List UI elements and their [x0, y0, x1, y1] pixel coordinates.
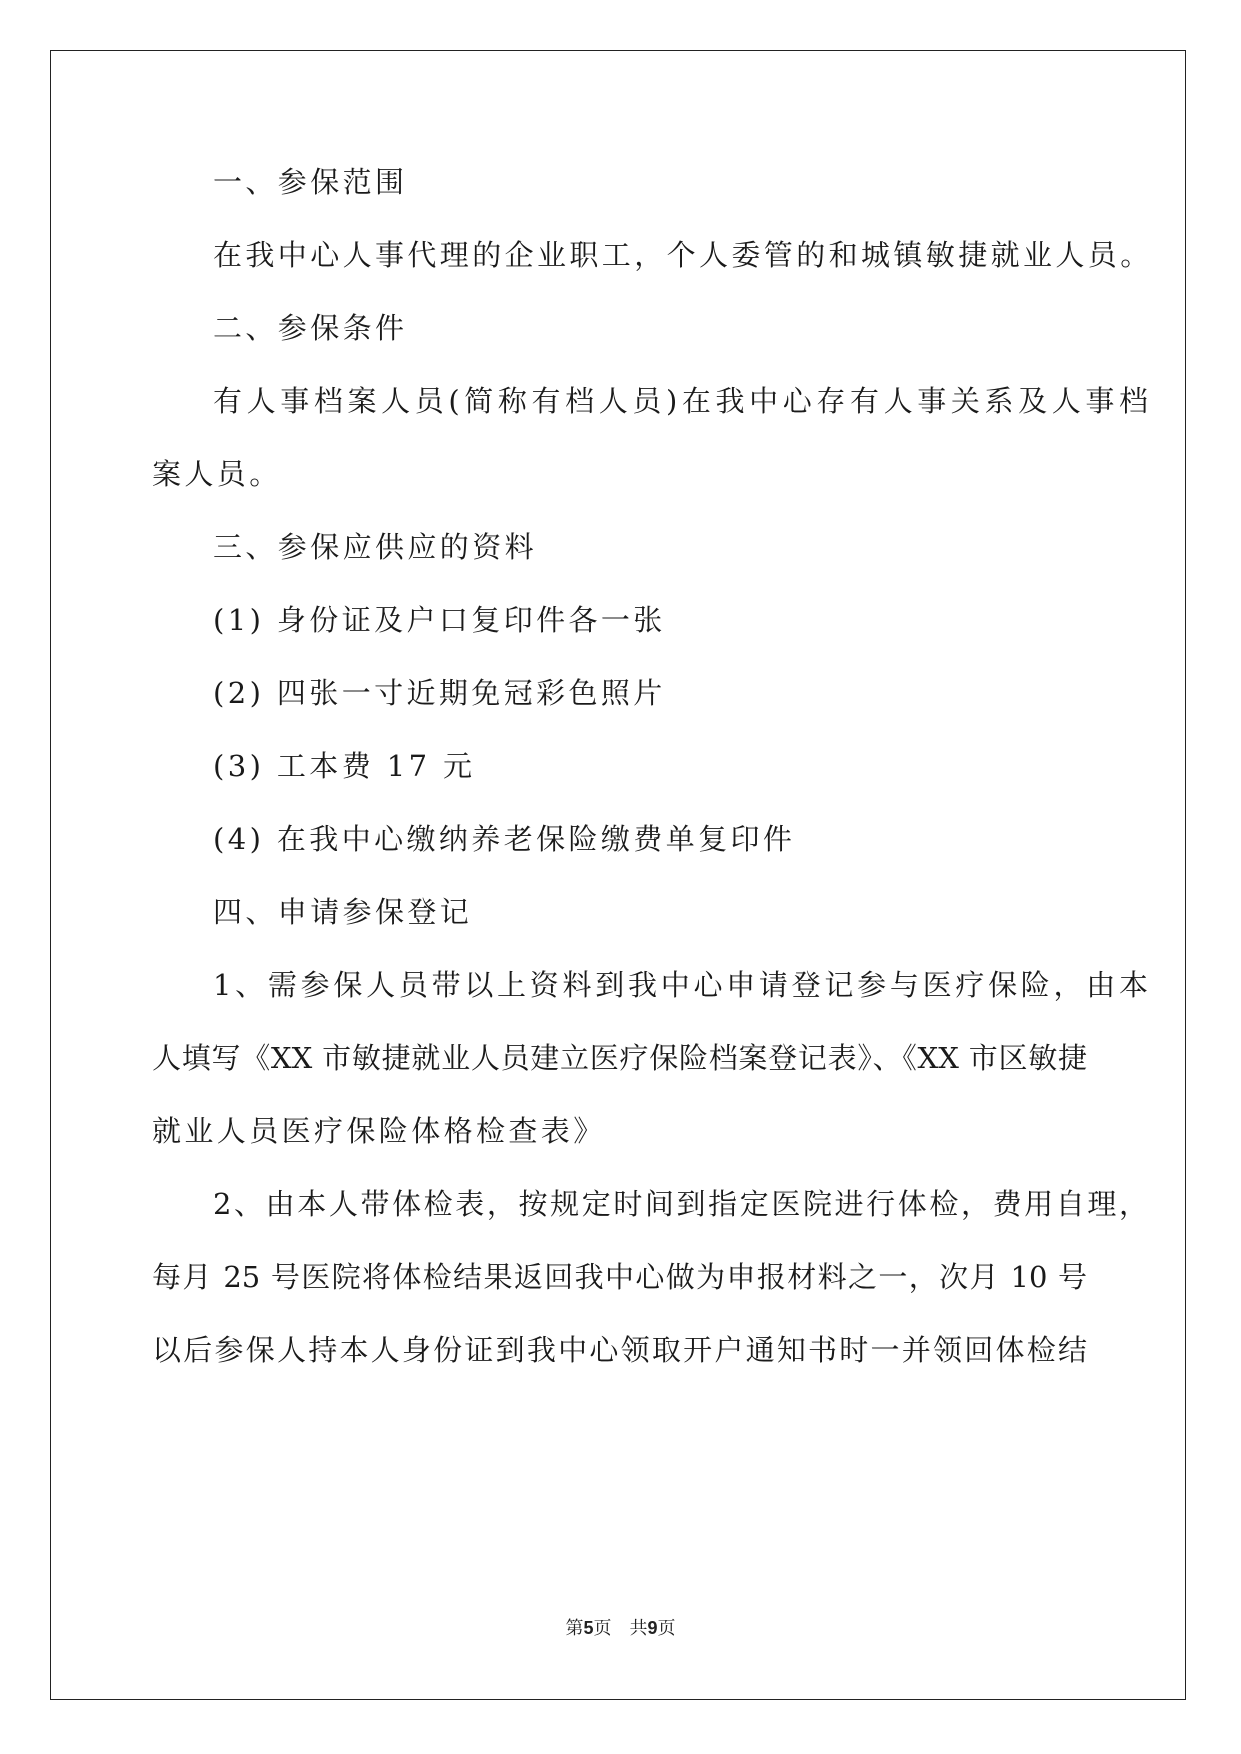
paragraph-registration-2-line3: 以后参保人持本人身份证到我中心领取开户通知书时一并领回体检结: [152, 1333, 1087, 1367]
list-item-material-3: (3) 工本费 17 元: [213, 749, 476, 783]
list-item-material-1: (1) 身份证及户口复印件各一张: [213, 603, 666, 637]
paragraph-registration-1-line1: 1、需参保人员带以上资料到我中心申请登记参与医疗保险，由本: [213, 968, 1148, 1002]
paragraph-registration-2-line2: 每月 25 号医院将体检结果返回我中心做为申报材料之一，次月 10 号: [152, 1260, 1087, 1294]
heading-conditions: 二、参保条件: [213, 311, 408, 345]
list-item-material-2: (2) 四张一寸近期免冠彩色照片: [213, 676, 666, 710]
heading-scope: 一、参保范围: [213, 165, 408, 199]
list-item-material-4: (4) 在我中心缴纳养老保险缴费单复印件: [213, 822, 796, 856]
paragraph-registration-2-line1: 2、由本人带体检表，按规定时间到指定医院进行体检，费用自理，: [213, 1187, 1148, 1221]
heading-materials: 三、参保应供应的资料: [213, 530, 538, 564]
footer-total-suffix: 页: [657, 1618, 676, 1639]
footer-page-suffix: 页: [593, 1618, 612, 1639]
footer-prefix: 第: [565, 1618, 584, 1639]
page-border: [50, 50, 1186, 1700]
page-footer: [0, 1614, 1241, 1640]
heading-registration: 四、申请参保登记: [213, 895, 473, 929]
footer-total-pages: 9: [647, 1618, 658, 1638]
paragraph-conditions-line2: 案人员。: [152, 457, 282, 491]
paragraph-scope: 在我中心人事代理的企业职工，个人委管的和城镇敏捷就业人员。: [213, 238, 1153, 272]
paragraph-registration-1-line3: 就业人员医疗保险体格检查表》: [152, 1114, 606, 1148]
footer-total-prefix: 共: [629, 1618, 648, 1639]
paragraph-conditions-line1: 有人事档案人员(简称有档人员)在我中心存有人事关系及人事档: [213, 384, 1148, 418]
paragraph-registration-1-line2: 人填写《XX 市敏捷就业人员建立医疗保险档案登记表》、《XX 市区敏捷: [152, 1041, 1087, 1075]
footer-page-number: 5: [583, 1618, 594, 1638]
